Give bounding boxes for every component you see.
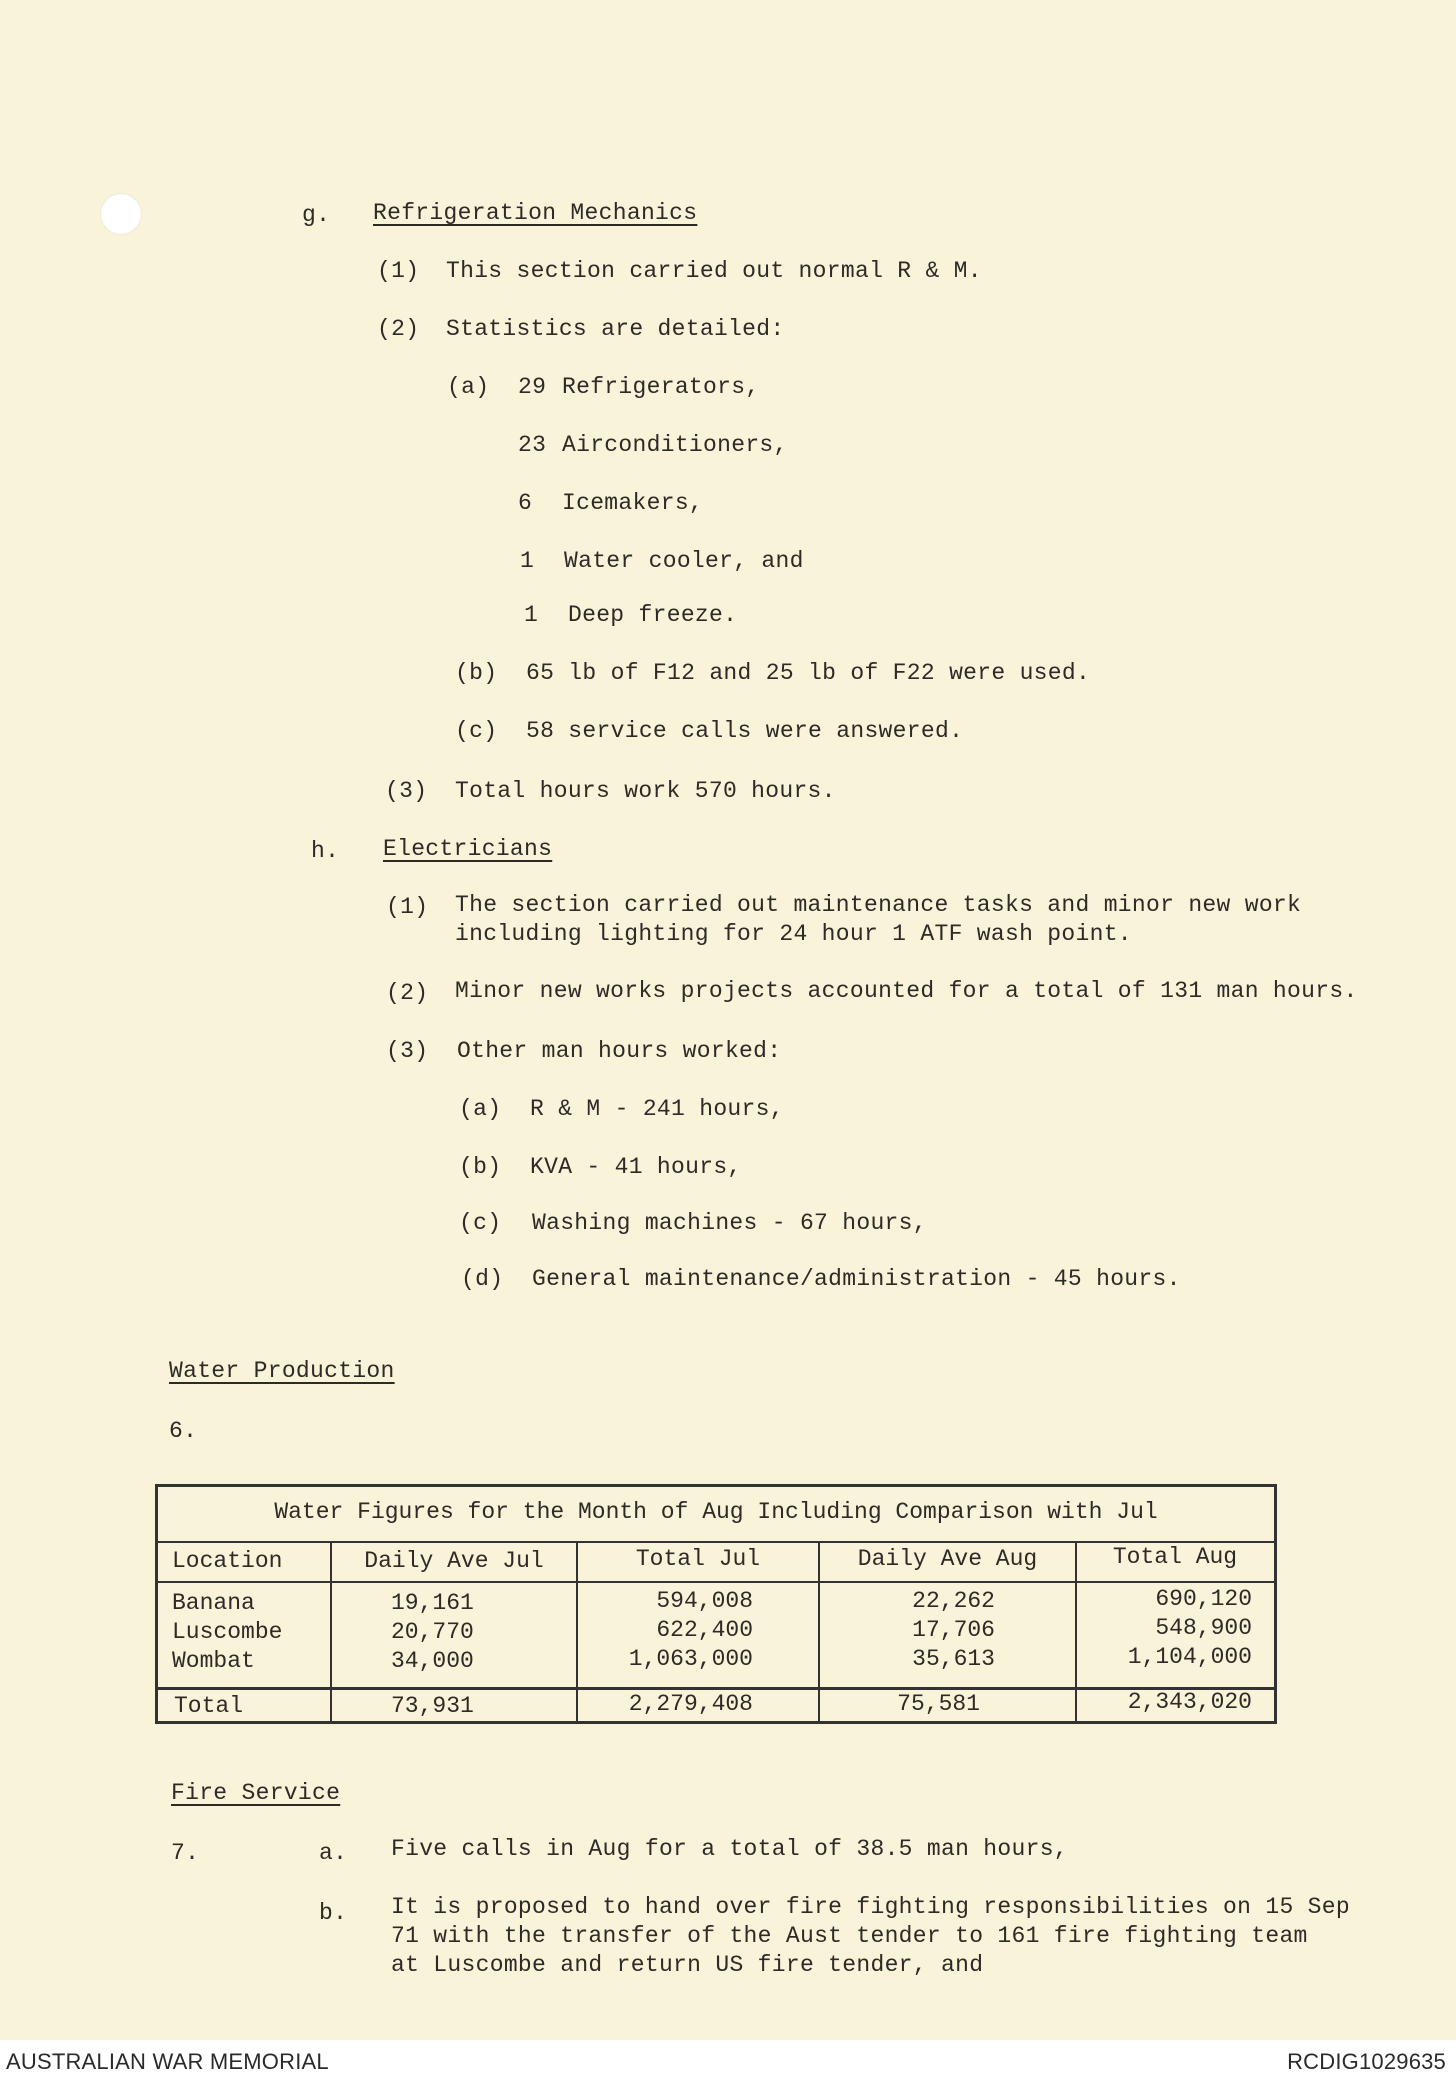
sub-label: (d)	[461, 1266, 504, 1292]
table-cell: 35,613	[912, 1646, 995, 1672]
para-text: Statistics are detailed:	[446, 316, 785, 342]
para-text: Total hours work 570 hours.	[455, 778, 836, 804]
sub-text: Five calls in Aug for a total of 38.5 man hours,	[391, 1836, 1068, 1862]
section-heading-water: Water Production	[169, 1358, 395, 1384]
para-number: (1)	[386, 894, 429, 920]
table-cell: 19,161	[391, 1590, 474, 1616]
column-header: Daily Ave Aug	[857, 1546, 1038, 1572]
table-cell: 20,770	[391, 1619, 474, 1645]
para-number: (3)	[385, 778, 428, 804]
table-cell: 22,262	[912, 1588, 995, 1614]
para-number: (1)	[377, 258, 420, 284]
item-text: Refrigerators,	[562, 374, 760, 400]
table-cell: 17,706	[912, 1617, 995, 1643]
item-text: Airconditioners,	[562, 432, 788, 458]
table-cell: 548,900	[1155, 1615, 1252, 1641]
para-number: (2)	[386, 980, 429, 1006]
section-marker-h: h.	[311, 838, 340, 864]
sub-text: 65 lb of F12 and 25 lb of F22 were used.	[526, 660, 1091, 686]
table-cell: 594,008	[656, 1588, 753, 1614]
section-heading-refrigeration: Refrigeration Mechanics	[373, 200, 698, 226]
sub-text: at Luscombe and return US fire tender, and	[391, 1952, 984, 1978]
sub-label: (b)	[455, 660, 498, 686]
footer-archive-name: AUSTRALIAN WAR MEMORIAL	[6, 2049, 329, 2074]
footer-record-id: RCDIG1029635	[1287, 2049, 1446, 2074]
table-rule	[158, 1581, 1274, 1583]
para-text: Other man hours worked:	[457, 1038, 782, 1064]
table-total-cell: 2,343,020	[1127, 1689, 1252, 1715]
para-number: 7.	[171, 1840, 200, 1866]
table-cell: 690,120	[1155, 1586, 1252, 1612]
para-number: (2)	[377, 316, 420, 342]
item-qty: 23	[518, 432, 547, 458]
item-text: Icemakers,	[562, 490, 704, 516]
para-number: 6.	[169, 1418, 198, 1444]
para-text: including lighting for 24 hour 1 ATF wash point.	[455, 921, 1132, 947]
item-text: Deep freeze.	[568, 602, 738, 628]
sub-label: a.	[319, 1840, 348, 1866]
para-text: This section carried out normal R & M.	[446, 258, 982, 284]
item-qty: 6	[518, 490, 533, 516]
column-header: Location	[172, 1548, 283, 1574]
sub-label: (c)	[455, 718, 498, 744]
sub-text: General maintenance/administration - 45 hours.	[532, 1266, 1181, 1292]
punch-hole	[100, 193, 142, 235]
table-cell: 1,104,000	[1127, 1644, 1252, 1670]
table-cell: 1,063,000	[628, 1646, 753, 1672]
column-header: Total Aug	[1112, 1544, 1238, 1570]
table-total-cell: 2,279,408	[628, 1691, 753, 1717]
item-qty: 1	[524, 602, 539, 628]
sub-label: b.	[319, 1900, 348, 1926]
para-text: The section carried out maintenance tasks and minor new work	[455, 892, 1302, 918]
sub-label: (b)	[459, 1154, 502, 1180]
para-number: (3)	[386, 1038, 429, 1064]
sub-text: KVA - 41 hours,	[530, 1154, 742, 1180]
sub-text: Washing machines - 67 hours,	[532, 1210, 927, 1236]
para-text: Minor new works projects accounted for a total of 131 man hours.	[455, 978, 1358, 1004]
sub-text: 58 service calls were answered.	[526, 718, 964, 744]
item-qty: 1	[520, 548, 535, 574]
item-qty: 29	[518, 374, 547, 400]
table-title: Water Figures for the Month of Aug Including Comparison with Jul	[274, 1499, 1158, 1525]
table-cell-location: Luscombe	[172, 1619, 283, 1645]
section-heading-electricians: Electricians	[383, 836, 553, 862]
item-text: Water cooler, and	[564, 548, 804, 574]
column-header: Daily Ave Jul	[364, 1548, 544, 1574]
sub-text: It is proposed to hand over fire fighting responsibilities on 15 Sep	[391, 1894, 1350, 1920]
sub-text: R & M - 241 hours,	[530, 1096, 784, 1122]
column-header: Total Jul	[635, 1546, 761, 1572]
table-cell: 622,400	[656, 1617, 753, 1643]
section-heading-fire: Fire Service	[171, 1780, 341, 1806]
table-cell: 34,000	[391, 1648, 474, 1674]
sub-label: (c)	[459, 1210, 502, 1236]
sub-label: (a)	[459, 1096, 502, 1122]
table-total-label: Total	[174, 1693, 244, 1719]
water-figures-table	[155, 1484, 1277, 1724]
table-total-cell: 73,931	[391, 1693, 474, 1719]
sub-text: 71 with the transfer of the Aust tender to 161 fire fighting team	[391, 1923, 1308, 1949]
table-total-cell: 75,581	[897, 1691, 980, 1717]
sub-label: (a)	[447, 374, 490, 400]
table-cell-location: Wombat	[172, 1648, 255, 1674]
section-marker-g: g.	[302, 202, 331, 228]
table-cell-location: Banana	[172, 1590, 255, 1616]
